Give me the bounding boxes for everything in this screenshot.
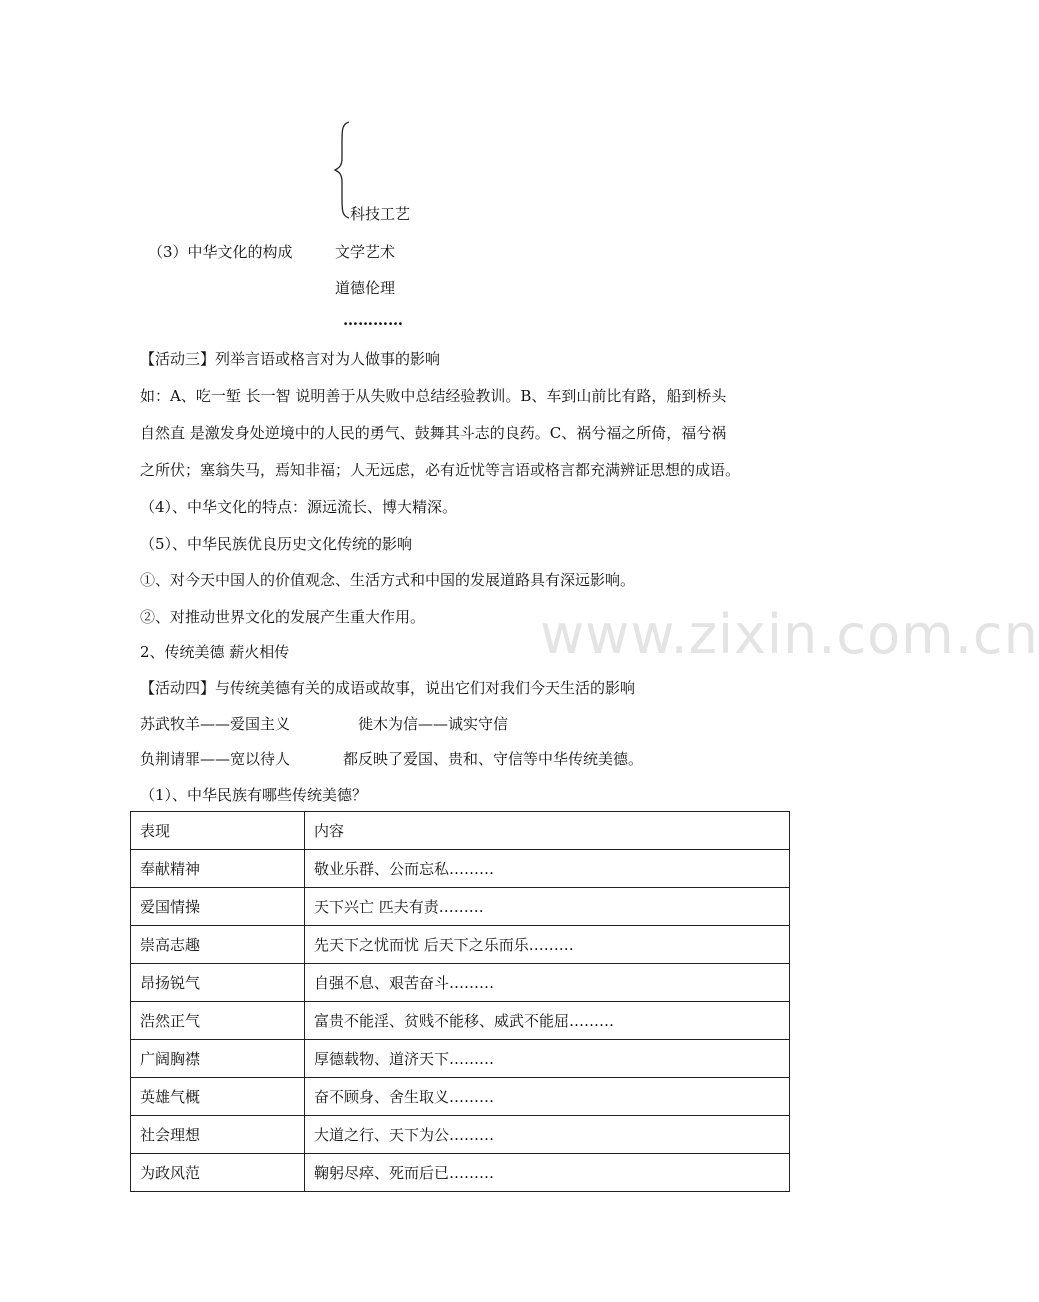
point4-features: （4）、中华文化的特点：源远流长、博大精深。 [140, 498, 458, 516]
table-row [131, 1154, 790, 1192]
virtues-table [130, 811, 790, 1192]
table-cell: 社会理想 [131, 1116, 305, 1154]
activity3-line-1: 如：A、吃一堑 长一智 说明善于从失败中总结经验教训。B、车到山前比有路，船到桥头 [140, 387, 727, 405]
structure-item-ethics: 道德伦理 [335, 279, 396, 297]
table-cell: 富贵不能淫、贫贱不能移、威武不能屈……… [305, 1002, 790, 1040]
table-row [131, 1002, 790, 1040]
table-row [131, 1040, 790, 1078]
table-header-cell: 内容 [305, 812, 790, 850]
activity4-row2-right: 都反映了爱国、贵和、守信等中华传统美德。 [343, 750, 644, 768]
structure-item-tech: 科技工艺 [350, 205, 411, 223]
table-row [131, 888, 790, 926]
table-row [131, 964, 790, 1002]
table-cell: 自强不息、艰苦奋斗……… [305, 964, 790, 1002]
activity4-row1-left: 苏武牧羊——爱国主义 [140, 715, 291, 733]
table-cell: 崇高志趣 [131, 926, 305, 964]
activity4-row1-right: 徙木为信——诚实守信 [358, 715, 509, 733]
table-cell: 鞠躬尽瘁、死而后已……… [305, 1154, 790, 1192]
structure-item-ellipsis: ………… [343, 311, 403, 329]
table-cell: 英雄气概 [131, 1078, 305, 1116]
activity4-title: 【活动四】与传统美德有关的成语或故事，说出它们对我们今天生活的影响 [140, 679, 636, 697]
table-cell: 奉献精神 [131, 850, 305, 888]
table-cell: 先天下之忧而忧 后天下之乐而乐……… [305, 926, 790, 964]
activity4-row2-left: 负荆请罪——宽以待人 [140, 750, 291, 768]
point5-item-2: ②、对推动世界文化的发展产生重大作用。 [140, 608, 426, 626]
table-cell: 浩然正气 [131, 1002, 305, 1040]
section2-heading: 2、传统美德 薪火相传 [140, 643, 290, 661]
point5-item-1: ①、对今天中国人的价值观念、生活方式和中国的发展道路具有深远影响。 [140, 571, 636, 589]
question1: （1）、中华民族有哪些传统美德？ [140, 786, 368, 804]
point5-title: （5）、中华民族优良历史文化传统的影响 [140, 535, 413, 553]
table-header-row [131, 812, 790, 850]
table-cell: 广阔胸襟 [131, 1040, 305, 1078]
structure-label: （3）中华文化的构成 [148, 243, 293, 261]
table-cell: 大道之行、天下为公……… [305, 1116, 790, 1154]
table-row [131, 850, 790, 888]
structure-item-art: 文学艺术 [335, 243, 396, 261]
activity3-line-2: 自然直 是激发身处逆境中的人民的勇气、鼓舞其斗志的良药。C、祸兮福之所倚，福兮祸 [140, 424, 727, 442]
table-cell: 为政风范 [131, 1154, 305, 1192]
table-cell: 昂扬锐气 [131, 964, 305, 1002]
table-cell: 奋不顾身、舍生取义……… [305, 1078, 790, 1116]
table-row [131, 1116, 790, 1154]
watermark: www.zixin.com.cn [540, 603, 1039, 666]
table-row [131, 1078, 790, 1116]
table-cell: 敬业乐群、公而忘私……… [305, 850, 790, 888]
table-cell: 爱国情操 [131, 888, 305, 926]
table-cell: 厚德载物、道济天下……… [305, 1040, 790, 1078]
activity3-title: 【活动三】列举言语或格言对为人做事的影响 [140, 350, 441, 368]
table-row [131, 926, 790, 964]
table-header-cell: 表现 [131, 812, 305, 850]
activity3-line-3: 之所伏；塞翁失马，焉知非福；人无远虑，必有近忧等言语或格言都充满辨证思想的成语。 [140, 461, 741, 479]
table-cell: 天下兴亡 匹夫有责……… [305, 888, 790, 926]
